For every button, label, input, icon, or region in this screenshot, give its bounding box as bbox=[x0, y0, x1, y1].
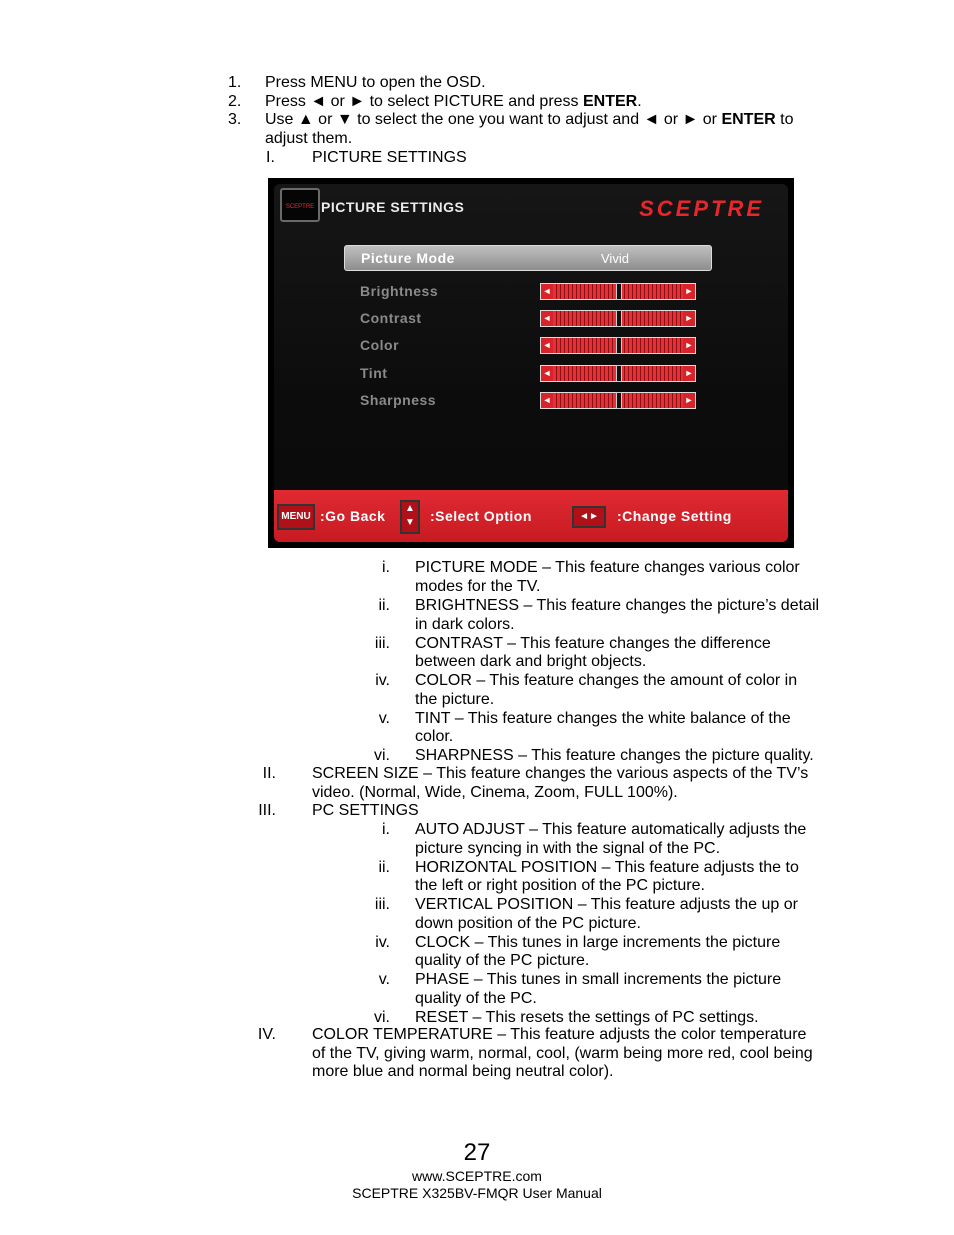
osd-title: PICTURE SETTINGS bbox=[321, 199, 465, 215]
website-link[interactable]: www.SCEPTRE.com bbox=[412, 1168, 542, 1184]
menu-item-sharpness[interactable]: Sharpness bbox=[360, 392, 437, 408]
manual-title: SCEPTRE X325BV-FMQR User Manual bbox=[352, 1185, 602, 1201]
sharpness-slider[interactable] bbox=[540, 392, 696, 409]
tv-logo-icon: SCEPTRE bbox=[280, 188, 320, 222]
osd-screenshot bbox=[268, 178, 794, 548]
slider-knob[interactable] bbox=[616, 337, 622, 354]
arrow-left-icon: ◄ bbox=[541, 338, 553, 353]
arrow-right-icon: ► bbox=[683, 338, 695, 353]
step-3: 3. Use ▲ or ▼ to select the one you want to adjust and ◄ or ► or ENTER to adjust them. bbox=[228, 111, 794, 147]
tint-slider[interactable] bbox=[540, 365, 696, 382]
menu-key-icon: MENU bbox=[277, 504, 315, 530]
menu-item-brightness[interactable]: Brightness bbox=[360, 283, 439, 299]
instruction-steps bbox=[228, 74, 838, 148]
menu-item-color[interactable]: Color bbox=[360, 337, 400, 353]
arrow-right-icon: ► bbox=[683, 393, 695, 408]
arrow-right-icon: ► bbox=[683, 284, 695, 299]
menu-item-tint[interactable]: Tint bbox=[360, 365, 388, 381]
menu-item-picture-mode[interactable]: Picture Mode Vivid bbox=[344, 245, 712, 271]
select-option-hint: :Select Option bbox=[430, 508, 532, 524]
section-picture-settings: I. PICTURE SETTINGS bbox=[266, 149, 467, 166]
arrow-left-icon: ◄ bbox=[541, 311, 553, 326]
color-slider[interactable] bbox=[540, 337, 696, 354]
go-back-hint: :Go Back bbox=[320, 508, 386, 524]
slider-knob[interactable] bbox=[616, 365, 622, 382]
slider-knob[interactable] bbox=[616, 310, 622, 327]
step-2: 2. Press ◄ or ► to select PICTURE and press ENTER. bbox=[228, 92, 642, 110]
left-right-key-icon: ◄► bbox=[572, 506, 606, 528]
slider-knob[interactable] bbox=[616, 283, 622, 300]
brand-logo: SCEPTRE bbox=[639, 196, 764, 221]
page-number: 27 bbox=[463, 1139, 491, 1166]
arrow-left-icon: ◄ bbox=[541, 366, 553, 381]
arrow-right-icon: ► bbox=[683, 311, 695, 326]
brightness-slider[interactable] bbox=[540, 283, 696, 300]
arrow-left-icon: ◄ bbox=[541, 393, 553, 408]
slider-knob[interactable] bbox=[616, 392, 622, 409]
arrow-right-icon: ► bbox=[683, 366, 695, 381]
menu-item-contrast[interactable]: Contrast bbox=[360, 310, 422, 326]
osd-footer-bar bbox=[274, 490, 788, 542]
contrast-slider[interactable] bbox=[540, 310, 696, 327]
change-setting-hint: :Change Setting bbox=[617, 508, 732, 524]
arrow-left-icon: ◄ bbox=[541, 284, 553, 299]
up-down-key-icon: ▲ ▼ bbox=[400, 500, 420, 534]
step-1: 1. Press MENU to open the OSD. bbox=[228, 74, 486, 91]
